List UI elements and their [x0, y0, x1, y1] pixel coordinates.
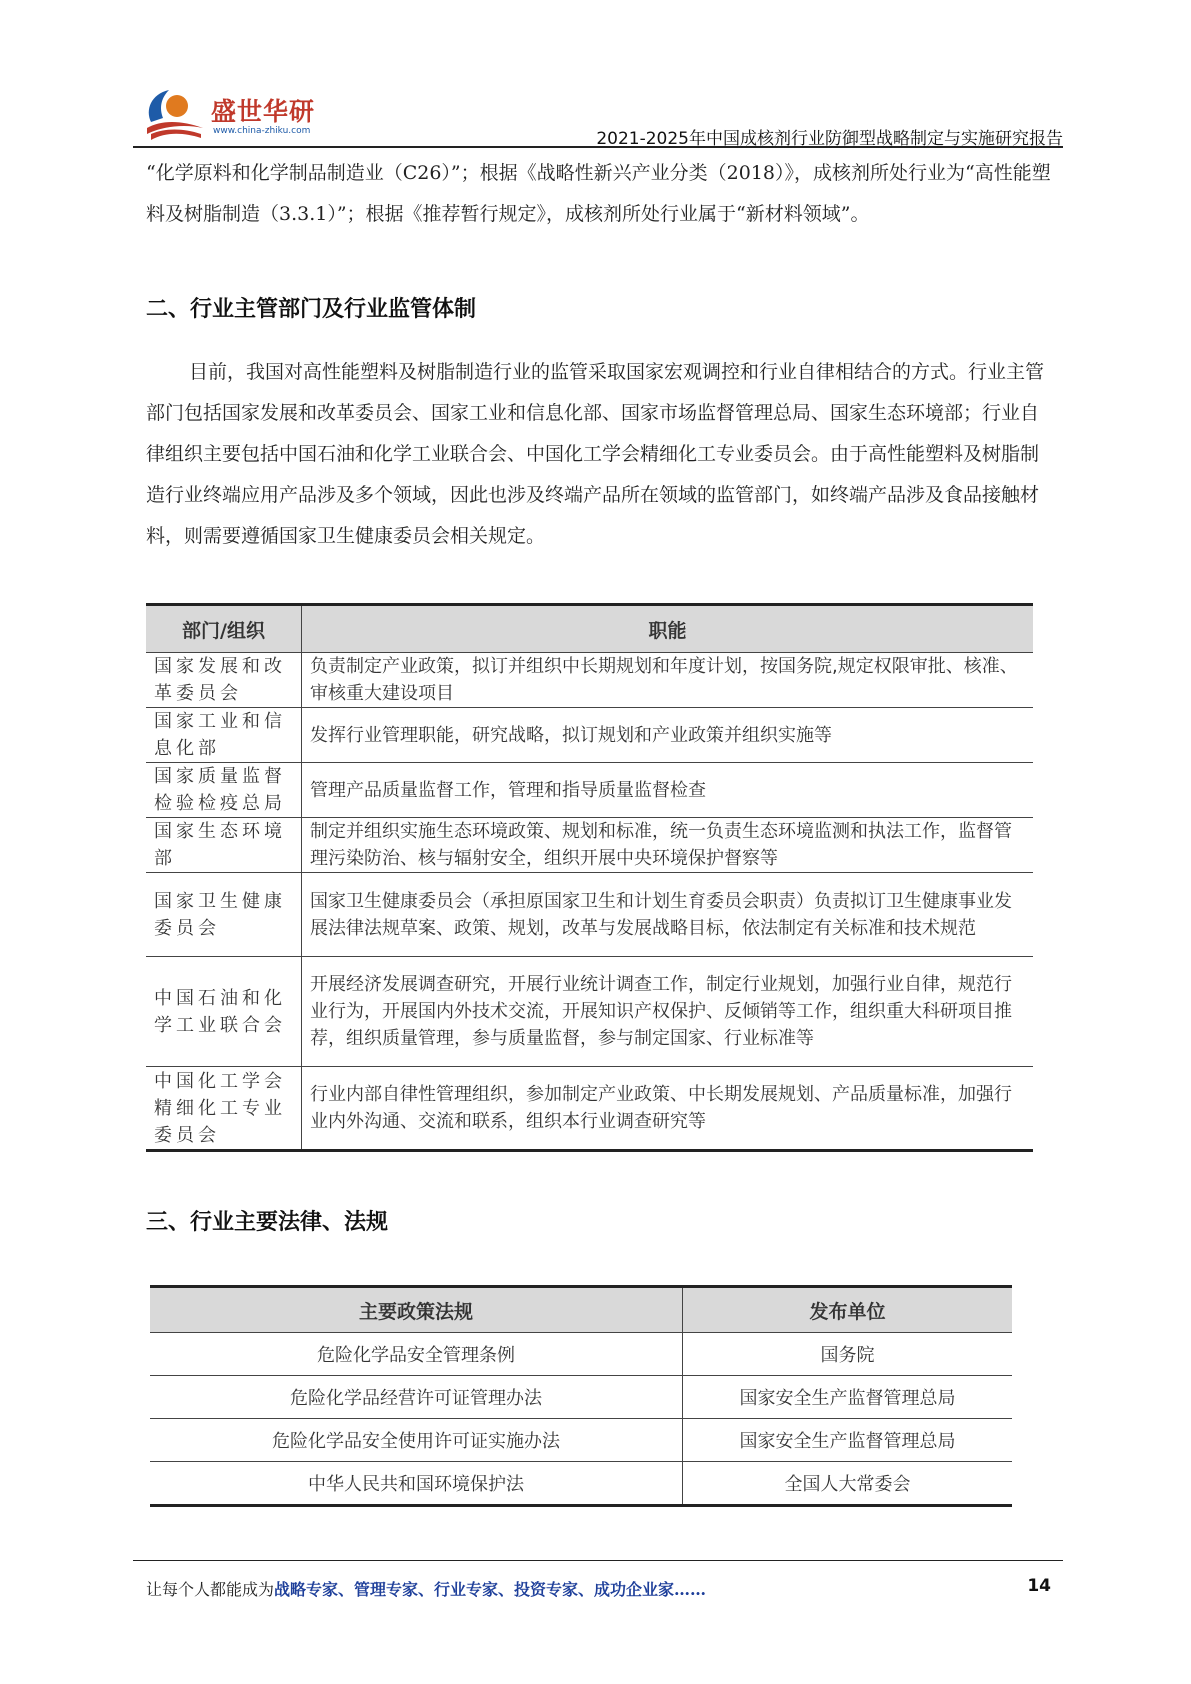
section3-heading: 三、行业主要法律、法规 [146, 1210, 389, 1235]
table-row [146, 653, 1033, 708]
table-row [150, 1376, 1012, 1419]
table-row [146, 1067, 1033, 1151]
header-divider [133, 146, 1063, 148]
intro-paragraph: “化学原料和化学制品制造业（C26）”；根据《战略性新兴产业分类（2018）》，成核剂所处行业为“高性能塑料及树脂制造（3.3.1）”；根据《推荐暂行规定》，成核剂所处行业属于“新材料领域”。 [146, 162, 1051, 225]
table-row [146, 873, 1033, 957]
table-row [146, 818, 1033, 873]
footer-prefix: 让每个人都能成为 [146, 1580, 275, 1599]
law-cell: 危险化学品经营许可证管理办法 [150, 1376, 683, 1419]
duty-cell: 国家卫生健康委员会（承担原国家卫生和计划生育委员会职责）负责拟订卫生健康事业发展法律法规草案、政策、规划，改革与发展战略目标，依法制定有关标准和技术规范 [302, 873, 1034, 957]
table-row [146, 763, 1033, 818]
column-header-dept: 部门/组织 [146, 605, 302, 653]
duty-cell: 发挥行业管理职能，研究战略，拟订规划和产业政策并组织实施等 [302, 708, 1034, 763]
dept-cell: 中国化工学会精细化工专业委员会 [146, 1067, 302, 1151]
table-row [146, 957, 1033, 1067]
table-row [150, 1333, 1012, 1376]
dept-cell: 国家生态环境部 [146, 818, 302, 873]
dept-cell: 国家工业和信息化部 [146, 708, 302, 763]
laws-table [150, 1285, 1012, 1507]
issuer-cell: 国家安全生产监督管理总局 [683, 1376, 1013, 1419]
duty-cell: 制定并组织实施生态环境政策、规划和标准，统一负责生态环境监测和执法工作，监督管理污染防治、核与辐射安全，组织开展中央环境保护督察等 [302, 818, 1034, 873]
page-header [133, 78, 1063, 148]
duty-cell: 管理产品质量监督工作，管理和指导质量监督检查 [302, 763, 1034, 818]
duty-cell: 开展经济发展调查研究，开展行业统计调查工作，制定行业规划，加强行业自律，规范行业行为，开展国内外技术交流，开展知识产权保护、反倾销等工作，组织重大科研项目推荐，组织质量管理，参与质量监督，参与制定国家、行业标准等 [302, 957, 1034, 1067]
duty-cell: 负责制定产业政策，拟订并组织中长期规划和年度计划，按国务院,规定权限审批、核准、审核重大建设项目 [302, 653, 1034, 708]
table-header-row [150, 1287, 1012, 1333]
table-row [150, 1419, 1012, 1462]
logo-emblem-icon [141, 84, 209, 144]
regulator-table [146, 603, 1033, 1152]
section2-heading: 二、行业主管部门及行业监管体制 [146, 297, 477, 322]
footer-highlight: 战略专家、管理专家、行业专家、投资专家、成功企业家…… [274, 1580, 707, 1599]
law-cell: 危险化学品安全使用许可证实施办法 [150, 1419, 683, 1462]
report-title: 2021-2025年中国成核剂行业防御型战略制定与实施研究报告 [596, 129, 1063, 149]
duty-cell: 行业内部自律性管理组织，参加制定产业政策、中长期发展规划、产品质量标准，加强行业内外沟通、交流和联系，组织本行业调查研究等 [302, 1067, 1034, 1151]
column-header-duty: 职能 [302, 605, 1034, 653]
column-header-issuer: 发布单位 [683, 1287, 1013, 1333]
dept-cell: 国家发展和改革委员会 [146, 653, 302, 708]
footer-divider [133, 1560, 1063, 1561]
logo-name: 盛世华研 [211, 97, 316, 126]
issuer-cell: 国家安全生产监督管理总局 [683, 1419, 1013, 1462]
dept-cell: 国家卫生健康委员会 [146, 873, 302, 957]
dept-cell: 国家质量监督检验检疫总局 [146, 763, 302, 818]
section2-paragraph: 目前，我国对高性能塑料及树脂制造行业的监管采取国家宏观调控和行业自律相结合的方式。行业主管部门包括国家发展和改革委员会、国家工业和信息化部、国家市场监督管理总局、国家生态环境部；行业自律组织主要包括中国石油和化学工业联合会、中国化工学会精细化工专业委员会。由于高性能塑料及树脂制造行业终端应用产品涉及多个领域，因此也涉及终端产品所在领域的监管部门，如终端产品涉及食品接触材料，则需要遵循国家卫生健康委员会相关规定。 [146, 361, 1045, 547]
table-row [150, 1462, 1012, 1506]
law-cell: 危险化学品安全管理条例 [150, 1333, 683, 1376]
dept-cell: 中国石油和化学工业联合会 [146, 957, 302, 1067]
logo-url: www.china-zhiku.com [213, 126, 311, 136]
company-logo [141, 84, 331, 144]
issuer-cell: 全国人大常委会 [683, 1462, 1013, 1506]
footer-slogan [146, 1577, 706, 1600]
column-header-law: 主要政策法规 [150, 1287, 683, 1333]
law-cell: 中华人民共和国环境保护法 [150, 1462, 683, 1506]
table-header-row [146, 605, 1033, 653]
table-row [146, 708, 1033, 763]
page-number: 14 [1027, 1576, 1051, 1596]
issuer-cell: 国务院 [683, 1333, 1013, 1376]
